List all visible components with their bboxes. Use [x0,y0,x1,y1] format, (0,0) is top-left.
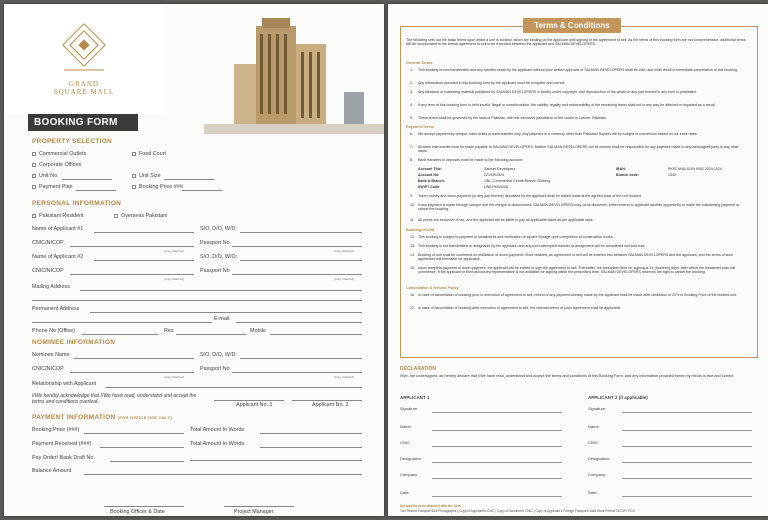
mailing-input[interactable] [80,290,362,291]
cnic2-copy-note: (Copy Attached) [164,277,185,281]
pay-booking-price-input[interactable] [84,433,184,434]
phone-label: Phone No (Office) [32,328,76,334]
a1-signature-input[interactable] [432,412,562,413]
mobile-label: Mobile [250,328,266,334]
a2-cnic-input[interactable] [622,446,752,447]
applicant1-heading: APPLICANT 1 [400,395,430,400]
applicant1-sdw-label: S/O, D/O, W/D: [200,226,237,232]
item-number: 9. [410,194,413,198]
booking-price-field[interactable] [132,184,183,190]
cnic2-input[interactable] [70,274,194,275]
payment-received-input[interactable] [100,447,184,448]
item-number: 8. [410,158,413,162]
nominee-passport-label: Passport No [200,366,230,372]
item-number: 5. [410,116,413,120]
booking-term-15: Upon complete payment of down-payment, the applicant will be invited to sign the agreement to sell. Thereafter, the prescribed time for signing is 14 (fourteen) days, after which the instalment plan will commence. If the applicant or their authorized representative is not available for signing within the prescribed time, SALMAN DEVELOPERS reserves the right to cancel the booking. [418,266,736,275]
cancellation-heading: Cancellation & Refund Policy [406,286,459,290]
total-words-input[interactable] [260,433,362,434]
item-number: 15. [410,266,415,270]
office-use-note: (FOR OFFICE USE ONLY) [117,415,173,420]
personal-heading: PERSONAL INFORMATION [32,200,122,207]
nominee-passport-input[interactable] [232,372,362,373]
building-illustration [204,14,384,134]
total-words2-input-2[interactable] [190,460,362,461]
brand-line-2: SQUARE MALL [53,88,115,96]
terms-page [388,4,768,516]
bank-title-value: Salman Developers [484,167,516,171]
a2-name-input[interactable] [622,430,752,431]
iban-value: PK97 UNIL 0109 0002 2219 1524 [668,167,722,171]
terms-title: Terms & Conditions [523,18,621,33]
applicant1-label: Name of Applicant #1 [32,226,84,232]
passport2-label: Passport No [200,268,230,274]
a1-designation-input[interactable] [432,462,562,463]
cnic2-label: CNIC/NICOP [32,268,64,274]
a1-cnic-label: CNIC: [400,440,411,445]
officer-signature-line[interactable] [104,506,184,507]
payment-heading [32,414,172,421]
booking-price-label: Booking Price ### [139,184,183,190]
item-number: 4. [410,103,413,107]
booking-price-line[interactable] [182,190,222,191]
a2-date-input[interactable] [622,496,752,497]
documents-heading: Documents to be attached with the form [400,504,461,508]
payment-terms-heading: Payment Terms [406,125,434,129]
property-heading: PROPERTY SELECTION [32,138,113,145]
booking-term-13: This booking is not transferable or assignable by the applicant, and any such attempted transfer or assignment will be considered null and void. [418,244,646,248]
a1-name-label: Name: [400,424,412,429]
documents-list: Two Recent Passport Size Photographs | Copy of Applicant's CNIC | Copy of Nominee's CNIC | Copy of Applicant's Foreign Passport/ Valid Work Permit/ NICOP/ POC [400,509,636,513]
payment-term-9: Token money and down-payment (or any part thereof) deposited by the applicant shall be added towards the agreed price of the unit booked. [418,194,642,198]
bank-branch-value: UBL, Commercial Centre Branch Gulberg [484,179,551,183]
iban-label: IBAN: [616,167,626,171]
balance-label: Balance Amount [32,468,72,474]
item-number: 12. [410,235,415,239]
email-input[interactable] [236,322,362,323]
item-number: 1. [410,68,413,72]
payment-plan-line[interactable] [76,190,116,191]
general-term-5: These terms shall be governed by the laws of Pakistan, with the exclusive jurisdiction of the courts in Lahore, Pakistan. [418,116,607,120]
passport1-label: Passport No [200,240,230,246]
checkbox-icon [32,152,36,156]
a1-cnic-input[interactable] [432,446,562,447]
res-input[interactable] [176,334,246,335]
overseas-checkbox[interactable] [114,213,167,219]
permanent-label: Permanent Address [32,306,80,312]
cancel-term-16: In case of cancellation of booking prior to execution of agreement to sell, refund of any payment already made by the applicant shall be made after deduction of 20% of Booking Price of the booked unit. [418,293,738,297]
draft-label: Pay Order/ Bank Draft No. [32,455,95,461]
checkbox-icon [32,174,36,178]
item-number: 14. [410,253,415,257]
relationship-label: Relationship with Applicant [32,381,97,387]
payment-term-6: We accept payment by cheque, bank drafts or bank transfer only. Any payment in a currency other than Pakistani Rupees will be subject to conversion based on our bank rates. [418,132,698,136]
checkbox-icon [32,185,36,189]
item-number: 7. [410,145,413,149]
checkbox-icon [114,214,118,218]
cnic1-label: CNIC/NICOP [32,240,64,246]
a2-signature-label: Signature: [588,406,607,411]
a1-date-label: Date: [400,490,410,495]
terms-intro: The following sets out the basic terms upon which a unit is booked, which are binding on the applicant until signing of the agreement to sell. As the terms of this booking form are not comprehensive, additional terms will be incorporated in the formal agreement to sell to be executed between the applicant and SALMAN DEVELOPERS. [406,38,746,47]
nominee-name-input[interactable] [74,358,194,359]
brand-area [4,4,164,114]
item-number: 16. [410,293,415,297]
payment-plan-label: Payment Plan [39,184,73,190]
applicant1-signature-line[interactable] [214,400,284,401]
total-words2-label: Total Amount In Words [190,441,245,447]
applicant2-label: Name of Applicant #2 [32,254,84,260]
nominee-cnic-label: CNIC/NICOP [32,366,64,372]
unit-size-field[interactable] [132,173,161,179]
payment-received-label: Payment Received (###) [32,441,92,447]
cnic1-copy-note: (Copy Attached) [164,249,185,253]
unit-size-label: Unit Size [139,173,161,179]
nominee-sdw-input[interactable] [240,358,362,359]
commercial-label: Commercial Outlets [39,151,87,157]
branch-code-value: 1342 [668,173,676,177]
a1-company-input[interactable] [432,478,562,479]
checkbox-icon [32,214,36,218]
booking-form-page [4,4,384,516]
cnic1-input[interactable] [70,246,194,247]
permanent-input-2[interactable] [32,322,212,323]
general-term-4: If any term of this booking form is held invalid, illegal or unenforceable, the validity, legality and enforceability of the remaining terms shall not in any way be affected or impaired as a result. [418,103,716,107]
item-number: 3. [410,90,413,94]
nominee-cnic-copy-note: (Copy Attached) [164,375,185,379]
general-term-3: Any literature or marketing material published by SALMAN DEVELOPERS is strictly under copyright, and reproduction of the whole or any part thereof in any form is prohibited. [418,90,697,94]
draft-input[interactable] [110,461,184,462]
offices-checkbox[interactable] [32,162,81,168]
a2-name-label: Name: [588,424,600,429]
passport2-input[interactable] [232,274,362,275]
item-number: 11. [410,218,415,222]
payment-term-7: All bank instruments must be made payable to SALMAN DEVELOPERS. Neither SALMAN DEVELOPERS nor its owners shall be responsible for any payment made to any bank/agent/party in any other name. [418,145,739,154]
declaration-text: I/We, the undersigned, do hereby declare that I/We have read, understand and accept the terms and conditions of this Booking Form, and any information provided herein by me/us is true and correct. [400,374,735,378]
branch-code-label: Branch code: [616,173,639,177]
manager-label: Project Manager [234,509,274,515]
mobile-input[interactable] [270,334,362,335]
grand-square-logo-icon [34,10,134,80]
ack-applicant1-label: Applicant No. 1 [236,402,273,408]
relationship-input[interactable] [106,387,362,388]
permanent-input[interactable] [90,312,362,313]
booking-term-14: Booking of unit shall be confirmed on realization of down-payment. Once realized, an agreement to sell will be entered into between SALMAN DEVELOPERS and the applicant, and the terms of such agreement will thereafter be applicable. [418,253,734,262]
item-number: 10. [410,203,415,207]
offices-label: Corporate Offices [39,162,82,168]
cancel-term-17: In case of cancellation of booking after execution of agreement to sell, the relevant terms of such agreement shall be applicable. [418,306,622,310]
resident-checkbox[interactable] [32,213,84,219]
payment-term-10: If any payment is made through cheque and the cheque is dishonoured, SALMAN DEVELOPERS may, at its discretion, either extend to applicant another opportunity to make the outstanding payment or cancel the booking. [418,203,740,212]
passport1-copy-note: (Copy Attached) [334,249,355,253]
a1-signature-label: Signature: [400,406,419,411]
a2-designation-input[interactable] [622,462,752,463]
bank-branch-label: Bank & Branch: [418,179,445,183]
nominee-cnic-input[interactable] [70,372,194,373]
general-term-1: This booking is non-transferable and any transfer made by the applicant without prior written approval of SALMAN DEVELOPERS shall be void, and shall result in immediate cancellation of this booking. [418,68,739,72]
unit-size-line[interactable] [164,179,214,180]
form-title: BOOKING FORM [28,114,138,131]
checkbox-icon [132,152,136,156]
payment-term-8: Bank transfers or deposits must be made to the following account: [418,158,524,162]
officer-label: Booking Officer & Date [110,509,165,515]
a2-designation-label: Designation: [588,456,611,461]
passport1-input[interactable] [232,246,362,247]
item-number: 2. [410,81,413,85]
applicant2-signature-line[interactable] [292,400,362,401]
ack-applicant2-label: Applicant No. 2 [312,402,349,408]
a2-signature-input[interactable] [622,412,752,413]
a2-company-label: Company: [588,472,607,477]
email-label: E-mail: [214,316,231,322]
general-terms-heading: General Terms [406,61,433,65]
bank-no-label: Account No: [418,173,440,177]
payment-heading-text: PAYMENT INFORMATION [32,414,116,421]
item-number: 17. [410,306,415,310]
item-number: 13. [410,244,415,248]
a1-designation-label: Designation: [400,456,423,461]
mailing-label: Mailing Address [32,284,71,290]
swift-label: SWIFT Code: [418,185,441,189]
swift-value: UNILPKKA028 [484,185,508,189]
booking-term-12: This booking is subject to payment of instalments and verification of square footage upon completion of construction works. [418,235,614,239]
unit-no-label: Unit No. [39,173,59,179]
resident-label: Pakistani Resident [39,213,84,219]
unit-no-line[interactable] [62,179,112,180]
passport2-copy-note: (Copy Attached) [334,277,355,281]
applicant2-heading: APPLICANT 2 (if applicable) [588,395,648,400]
a2-date-label: Date: [588,490,598,495]
applicant2-input[interactable] [94,260,194,261]
pay-booking-price-label: Booking Price (###) [32,427,80,433]
brand-line-1: GRAND [69,80,99,88]
a1-date-input[interactable] [432,496,562,497]
checkbox-icon [132,185,136,189]
total-words2-input[interactable] [260,447,362,448]
food-court-label: Food Court [139,151,166,157]
brand-name [34,80,134,96]
overseas-label: Overseas Pakistani [121,213,168,219]
a2-company-input[interactable] [622,478,752,479]
bank-no-value: 2219391524 [484,173,504,177]
a2-cnic-label: CNIC: [588,440,599,445]
acknowledgement-text: I/We hereby acknowledge that I/We have read, understand and accept the terms and conditions overleaf. [32,393,197,405]
nominee-sdw-label: S/O, D/O, W/D: [200,352,237,358]
balance-input[interactable] [84,474,362,475]
unit-no-field[interactable] [32,173,58,179]
applicant2-sdw-label: S/O, D/O, W/O: [200,254,238,260]
booking-unit-heading: Booking of Unit [406,228,435,232]
applicant2-sdw-input[interactable] [240,260,362,261]
general-term-2: Any information provided in this booking form by the applicant must be complete and correct. [418,81,566,85]
food-court-checkbox[interactable] [132,151,166,157]
nominee-passport-copy-note: (Copy Attached) [334,375,355,379]
nominee-name-label: Nominee Name [32,352,70,358]
payment-plan-field[interactable] [32,184,73,190]
nominee-heading: NOMINEE INFORMATION [32,339,116,346]
payment-term-11: All prices are exclusive of tax, and the applicant will be liable to pay all applicable taxes as per applicable laws. [418,218,594,222]
total-words-label: Total Amount In Words [190,427,245,433]
a1-name-input[interactable] [432,430,562,431]
applicant1-input[interactable] [94,232,194,233]
phone-input[interactable] [82,334,158,335]
applicant1-sdw-input[interactable] [240,232,362,233]
bank-title-label: Account Title: [418,167,442,171]
declaration-heading: DECLARATION [400,366,437,372]
commercial-checkbox[interactable] [32,151,86,157]
checkbox-icon [132,174,136,178]
checkbox-icon [32,163,36,167]
item-number: 6. [410,132,413,136]
mailing-input-2[interactable] [32,300,362,301]
manager-signature-line[interactable] [224,506,294,507]
a1-company-label: Company: [400,472,419,477]
res-label: Res [164,328,174,334]
